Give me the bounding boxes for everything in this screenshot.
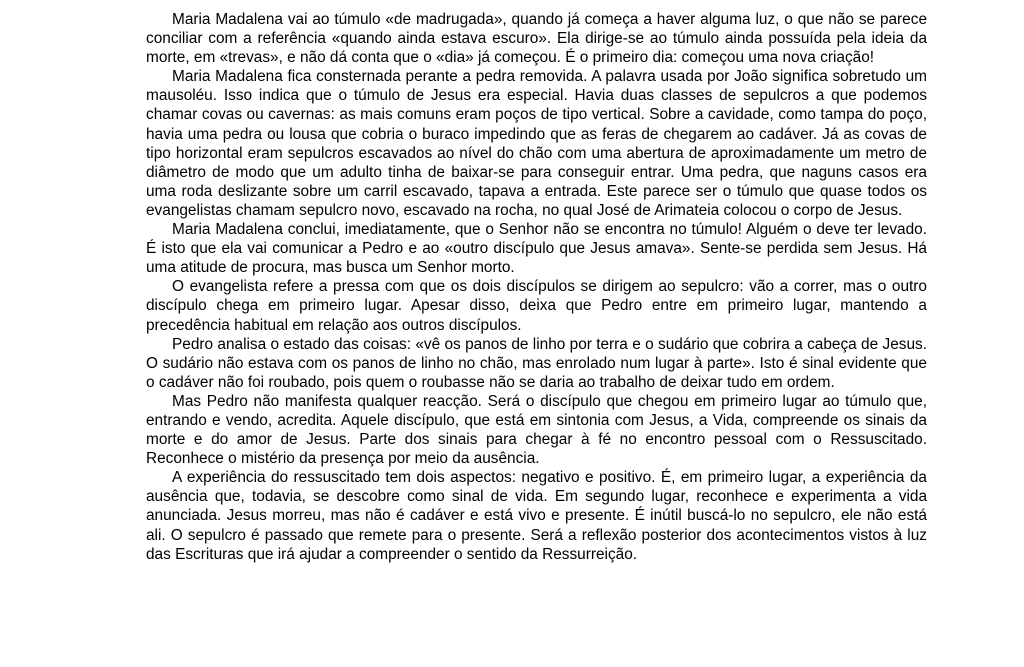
paragraph: Maria Madalena fica consternada perante a pedra removida. A palavra usada por João significa sobretudo um mausoléu. Isso indica que o túmulo de Jesus era especial. Havia duas classes de sepulcros a que podemos chamar covas ou cavernas: as mais comuns eram poços de tipo vertical. Sobre a cavidade, como tampa do poço, havia uma pedra ou lousa que cobria o buraco impedindo que as feras de chegarem ao cadáver. Já as covas de tipo horizontal eram sepulcros escavados ao nível do chão com uma abertura de aproximadamente um metro de diâmetro de modo que um adulto tinha de baixar-se para conseguir entrar. Uma pedra, que naguns casos era uma roda deslizante sobre um carril escavado, tapava a entrada. Este parece ser o túmulo que quase todos os evangelistas chamam sepulcro novo, escavado na rocha, no qual José de Arimateia colocou o corpo de Jesus. xyxy=(146,68,927,219)
document-page xyxy=(146,10,927,564)
paragraph: Mas Pedro não manifesta qualquer reacção. Será o discípulo que chegou em primeiro lugar ao túmulo que, entrando e vendo, acredita. Aquele discípulo, que está em sintonia com Jesus, a Vida, compreende os sinais da morte e do amor de Jesus. Parte dos sinais para chegar à fé no encontro pessoal com o Ressuscitado. Reconhece o mistério da presença por meio da ausência. xyxy=(146,392,927,468)
paragraph: Maria Madalena conclui, imediatamente, que o Senhor não se encontra no túmulo! Alguém o deve ter levado. É isto que ela vai comunicar a Pedro e ao «outro discípulo que Jesus amava». Sente-se perdida sem Jesus. Há uma atitude de procura, mas busca um Senhor morto. xyxy=(146,221,927,277)
paragraph: Pedro analisa o estado das coisas: «vê os panos de linho por terra e o sudário que cobrira a cabeça de Jesus. O sudário não estava com os panos de linho no chão, mas enrolado num lugar à parte». Isto é sinal evidente que o cadáver não foi roubado, pois quem o roubasse não se daria ao trabalho de deixar tudo em ordem. xyxy=(146,335,927,391)
paragraph: A experiência do ressuscitado tem dois aspectos: negativo e positivo. É, em primeiro lugar, a experiência da ausência que, todavia, se descobre como sinal de vida. Em segundo lugar, reconhece e experimenta a vida anunciada. Jesus morreu, mas não é cadáver e está vivo e presente. É inútil buscá-lo no sepulcro, ele não está ali. O sepulcro é passado que remete para o presente. Será a reflexão posterior dos acontecimentos vistos à luz das Escrituras que irá ajudar a compreender o sentido da Ressurreição. xyxy=(146,469,927,563)
paragraph: Maria Madalena vai ao túmulo «de madrugada», quando já começa a haver alguma luz, o que não se parece conciliar com a referência «quando ainda estava escuro». Ela dirige-se ao túmulo ainda possuída pela ideia da morte, em «trevas», e não dá conta que o «dia» já começou. É o primeiro dia: começou uma nova criação! xyxy=(146,11,927,67)
paragraph: O evangelista refere a pressa com que os dois discípulos se dirigem ao sepulcro: vão a correr, mas o outro discípulo chega em primeiro lugar. Apesar disso, deixa que Pedro entre em primeiro lugar, mantendo a precedência habitual em relação aos outros discípulos. xyxy=(146,278,927,334)
